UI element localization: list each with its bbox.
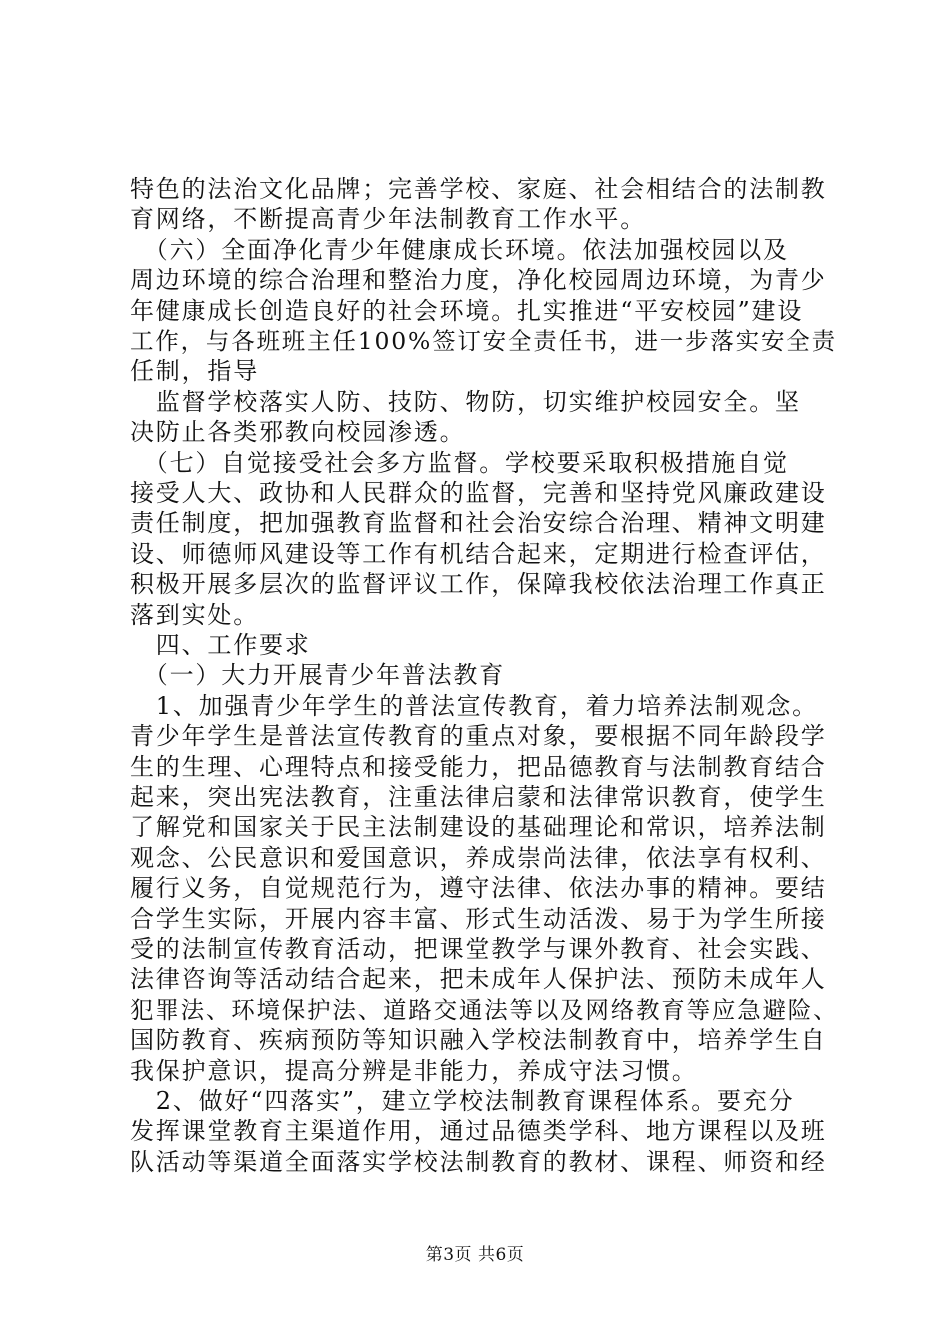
text-line: 任制，指导: [130, 357, 259, 386]
page-number-footer: 第3页 共6页: [425, 1245, 525, 1265]
text-line: 犯罪法、环境保护法、道路交通法等以及网络教育等应急避险、: [130, 995, 839, 1024]
text-line: 积极开展多层次的监督评议工作，保障我校依法治理工作真正: [130, 570, 827, 599]
text-line: 合学生实际，开展内容丰富、形式生动活泼、易于为学生所接: [130, 904, 827, 933]
text-line: 决防止各类邪教向校园渗透。: [130, 418, 466, 447]
text-line: 生的生理、心理特点和接受能力，把品德教育与法制教育结合: [130, 752, 827, 781]
text-line: 国防教育、疾病预防等知识融入学校法制教育中，培养学生自: [130, 1026, 827, 1055]
text-line: 周边环境的综合治理和整治力度，净化校园周边环境，为青少: [130, 266, 827, 295]
text-line: 工作，与各班班主任100%签订安全责任书，进一步落实安全责: [130, 327, 837, 355]
text-line: 队活动等渠道全面落实学校法制教育的教材、课程、师资和经: [130, 1147, 827, 1176]
section-heading: 四、工作要求: [130, 631, 311, 659]
text-line: 青少年学生是普法宣传教育的重点对象，要根据不同年龄段学: [130, 722, 827, 751]
text-line: 责任制度，把加强教育监督和社会治安综合治理、精神文明建: [130, 509, 827, 538]
text-line: 我保护意识，提高分辨是非能力，养成守法习惯。: [130, 1056, 698, 1085]
text-line: 观念、公民意识和爱国意识，养成崇尚法律，依法享有权利、: [130, 843, 827, 872]
text-line: 监督学校落实人防、技防、物防，切实维护校园安全。坚: [130, 387, 801, 416]
text-line: 法律咨询等活动结合起来，把未成年人保护法、预防未成年人: [130, 965, 827, 994]
text-line: 受的法制宣传教育活动，把课堂教学与课外教育、社会实践、: [130, 935, 827, 963]
text-line: 年健康成长创造良好的社会环境。扎实推进“平安校园”建设: [130, 296, 804, 325]
text-line: 发挥课堂教育主渠道作用，通过品德类学科、地方课程以及班: [130, 1117, 827, 1146]
text-line: 起来，突出宪法教育，注重法律启蒙和法律常识教育，使学生: [130, 783, 827, 811]
text-line: 特色的法治文化品牌；完善学校、家庭、社会相结合的法制教: [130, 175, 827, 203]
text-line: 1、加强青少年学生的普法宣传教育，着力培养法制观念。: [130, 691, 818, 720]
text-line: 落到实处。: [130, 600, 259, 629]
text-line: 育网络，不断提高青少年法制教育工作水平。: [130, 205, 646, 234]
text-line: 2、做好“四落实”，建立学校法制教育课程体系。要充分: [130, 1087, 795, 1115]
text-line: （七）自觉接受社会多方监督。学校要采取积极措施自觉: [130, 448, 789, 477]
text-line: （六）全面净化青少年健康成长环境。依法加强校园以及: [130, 235, 789, 264]
text-line: 接受人大、政协和人民群众的监督，完善和坚持党风廉政建设: [130, 479, 827, 507]
text-line: 设、师德师风建设等工作有机结合起来，定期进行检查评估，: [130, 539, 827, 568]
subsection-heading: （一）大力开展青少年普法教育: [130, 661, 505, 690]
text-line: 履行义务，自觉规范行为，遵守法律、依法办事的精神。要结: [130, 874, 827, 903]
text-line: 了解党和国家关于民主法制建设的基础理论和常识，培养法制: [130, 813, 827, 842]
